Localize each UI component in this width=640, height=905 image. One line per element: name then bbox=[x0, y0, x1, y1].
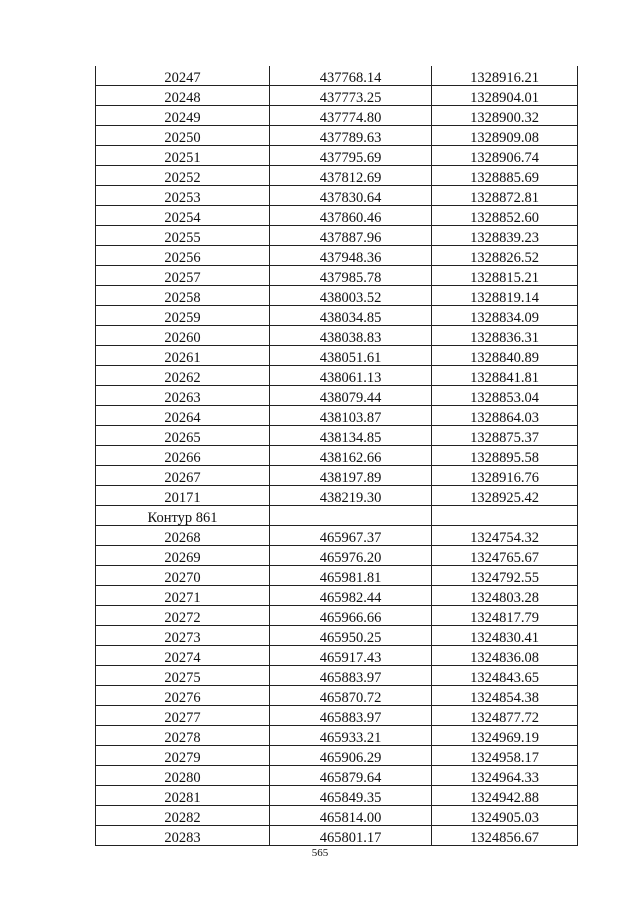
point-number-cell: 20255 bbox=[96, 226, 270, 246]
table-row bbox=[96, 606, 578, 626]
table-row bbox=[96, 286, 578, 306]
y-coordinate-cell: 1324905.03 bbox=[432, 806, 578, 826]
x-coordinate-cell: 465966.66 bbox=[270, 606, 432, 626]
x-coordinate-cell: 437774.80 bbox=[270, 106, 432, 126]
contour-label-cell: Контур 861 bbox=[96, 506, 270, 526]
x-coordinate-cell: 465883.97 bbox=[270, 706, 432, 726]
x-coordinate-cell: 437887.96 bbox=[270, 226, 432, 246]
table-row bbox=[96, 506, 578, 526]
point-number-cell: 20247 bbox=[96, 66, 270, 86]
table-row bbox=[96, 806, 578, 826]
table-row bbox=[96, 86, 578, 106]
table-row bbox=[96, 566, 578, 586]
x-coordinate-cell: 438134.85 bbox=[270, 426, 432, 446]
x-coordinate-cell: 465981.81 bbox=[270, 566, 432, 586]
point-number-cell: 20249 bbox=[96, 106, 270, 126]
table-row bbox=[96, 526, 578, 546]
point-number-cell: 20276 bbox=[96, 686, 270, 706]
y-coordinate-cell: 1328916.76 bbox=[432, 466, 578, 486]
coordinates-table-body bbox=[96, 66, 578, 846]
point-number-cell: 20273 bbox=[96, 626, 270, 646]
y-coordinate-cell: 1328895.58 bbox=[432, 446, 578, 466]
y-coordinate-cell: 1328826.52 bbox=[432, 246, 578, 266]
point-number-cell: 20256 bbox=[96, 246, 270, 266]
coordinates-table bbox=[95, 66, 578, 846]
table-row bbox=[96, 346, 578, 366]
x-coordinate-cell: 437773.25 bbox=[270, 86, 432, 106]
y-coordinate-cell: 1324792.55 bbox=[432, 566, 578, 586]
table-row bbox=[96, 326, 578, 346]
y-coordinate-cell: 1328864.03 bbox=[432, 406, 578, 426]
x-coordinate-cell: 465814.00 bbox=[270, 806, 432, 826]
y-coordinate-cell: 1324964.33 bbox=[432, 766, 578, 786]
point-number-cell: 20250 bbox=[96, 126, 270, 146]
x-coordinate-cell: 438103.87 bbox=[270, 406, 432, 426]
x-coordinate-cell: 438079.44 bbox=[270, 386, 432, 406]
table-row bbox=[96, 106, 578, 126]
x-coordinate-cell: 438061.13 bbox=[270, 366, 432, 386]
point-number-cell: 20171 bbox=[96, 486, 270, 506]
x-coordinate-cell: 438051.61 bbox=[270, 346, 432, 366]
x-coordinate-cell: 465801.17 bbox=[270, 826, 432, 846]
point-number-cell: 20262 bbox=[96, 366, 270, 386]
y-coordinate-cell: 1328916.21 bbox=[432, 66, 578, 86]
x-coordinate-cell: 438034.85 bbox=[270, 306, 432, 326]
point-number-cell: 20261 bbox=[96, 346, 270, 366]
y-coordinate-cell: 1328839.23 bbox=[432, 226, 578, 246]
table-row bbox=[96, 786, 578, 806]
x-coordinate-cell: 465879.64 bbox=[270, 766, 432, 786]
x-coordinate-cell: 465917.43 bbox=[270, 646, 432, 666]
x-coordinate-cell: 465870.72 bbox=[270, 686, 432, 706]
x-coordinate-cell: 438038.83 bbox=[270, 326, 432, 346]
x-coordinate-cell: 465976.20 bbox=[270, 546, 432, 566]
x-coordinate-cell: 438003.52 bbox=[270, 286, 432, 306]
y-coordinate-cell: 1328925.42 bbox=[432, 486, 578, 506]
point-number-cell: 20277 bbox=[96, 706, 270, 726]
y-coordinate-cell: 1324830.41 bbox=[432, 626, 578, 646]
table-row bbox=[96, 126, 578, 146]
point-number-cell: 20248 bbox=[96, 86, 270, 106]
x-coordinate-cell: 465950.25 bbox=[270, 626, 432, 646]
x-coordinate-cell: 465906.29 bbox=[270, 746, 432, 766]
table-row bbox=[96, 406, 578, 426]
y-coordinate-cell: 1324856.67 bbox=[432, 826, 578, 846]
x-coordinate-cell: 465933.21 bbox=[270, 726, 432, 746]
table-row bbox=[96, 66, 578, 86]
y-coordinate-cell: 1324754.32 bbox=[432, 526, 578, 546]
y-coordinate-cell: 1328875.37 bbox=[432, 426, 578, 446]
y-coordinate-cell: 1324969.19 bbox=[432, 726, 578, 746]
point-number-cell: 20260 bbox=[96, 326, 270, 346]
y-coordinate-cell: 1324942.88 bbox=[432, 786, 578, 806]
y-coordinate-cell: 1328834.09 bbox=[432, 306, 578, 326]
table-row bbox=[96, 486, 578, 506]
page-number: 565 bbox=[311, 847, 329, 859]
x-coordinate-cell: 437789.63 bbox=[270, 126, 432, 146]
table-row bbox=[96, 666, 578, 686]
y-coordinate-cell: 1328872.81 bbox=[432, 186, 578, 206]
point-number-cell: 20270 bbox=[96, 566, 270, 586]
table-row bbox=[96, 446, 578, 466]
y-coordinate-cell: 1328840.89 bbox=[432, 346, 578, 366]
y-coordinate-cell: 1328852.60 bbox=[432, 206, 578, 226]
point-number-cell: 20268 bbox=[96, 526, 270, 546]
x-coordinate-cell: 438219.30 bbox=[270, 486, 432, 506]
y-coordinate-cell: 1328885.69 bbox=[432, 166, 578, 186]
table-row bbox=[96, 826, 578, 846]
x-coordinate-cell: 437985.78 bbox=[270, 266, 432, 286]
y-coordinate-cell: 1324765.67 bbox=[432, 546, 578, 566]
y-coordinate-cell: 1328906.74 bbox=[432, 146, 578, 166]
point-number-cell: 20272 bbox=[96, 606, 270, 626]
point-number-cell: 20282 bbox=[96, 806, 270, 826]
y-coordinate-cell: 1328853.04 bbox=[432, 386, 578, 406]
point-number-cell: 20265 bbox=[96, 426, 270, 446]
point-number-cell: 20253 bbox=[96, 186, 270, 206]
table-row bbox=[96, 266, 578, 286]
y-coordinate-cell: 1324958.17 bbox=[432, 746, 578, 766]
y-coordinate-cell: 1328900.32 bbox=[432, 106, 578, 126]
point-number-cell: 20278 bbox=[96, 726, 270, 746]
table-row bbox=[96, 186, 578, 206]
x-coordinate-cell: 438197.89 bbox=[270, 466, 432, 486]
table-row bbox=[96, 146, 578, 166]
point-number-cell: 20252 bbox=[96, 166, 270, 186]
y-coordinate-cell: 1324817.79 bbox=[432, 606, 578, 626]
table-row bbox=[96, 386, 578, 406]
table-row bbox=[96, 206, 578, 226]
point-number-cell: 20263 bbox=[96, 386, 270, 406]
table-row bbox=[96, 366, 578, 386]
point-number-cell: 20257 bbox=[96, 266, 270, 286]
table-row bbox=[96, 626, 578, 646]
table-row bbox=[96, 646, 578, 666]
table-row bbox=[96, 706, 578, 726]
point-number-cell: 20279 bbox=[96, 746, 270, 766]
table-row bbox=[96, 246, 578, 266]
table-row bbox=[96, 586, 578, 606]
y-coordinate-cell: 1328815.21 bbox=[432, 266, 578, 286]
y-coordinate-cell bbox=[432, 506, 578, 526]
y-coordinate-cell: 1328836.31 bbox=[432, 326, 578, 346]
y-coordinate-cell: 1328904.01 bbox=[432, 86, 578, 106]
table-row bbox=[96, 466, 578, 486]
point-number-cell: 20251 bbox=[96, 146, 270, 166]
y-coordinate-cell: 1324803.28 bbox=[432, 586, 578, 606]
table-row bbox=[96, 426, 578, 446]
y-coordinate-cell: 1328909.08 bbox=[432, 126, 578, 146]
x-coordinate-cell: 437830.64 bbox=[270, 186, 432, 206]
x-coordinate-cell bbox=[270, 506, 432, 526]
table-row bbox=[96, 746, 578, 766]
point-number-cell: 20274 bbox=[96, 646, 270, 666]
point-number-cell: 20271 bbox=[96, 586, 270, 606]
table-row bbox=[96, 726, 578, 746]
x-coordinate-cell: 437795.69 bbox=[270, 146, 432, 166]
x-coordinate-cell: 465883.97 bbox=[270, 666, 432, 686]
y-coordinate-cell: 1324877.72 bbox=[432, 706, 578, 726]
y-coordinate-cell: 1324836.08 bbox=[432, 646, 578, 666]
point-number-cell: 20283 bbox=[96, 826, 270, 846]
point-number-cell: 20269 bbox=[96, 546, 270, 566]
x-coordinate-cell: 465967.37 bbox=[270, 526, 432, 546]
point-number-cell: 20281 bbox=[96, 786, 270, 806]
table-row bbox=[96, 166, 578, 186]
table-row bbox=[96, 306, 578, 326]
point-number-cell: 20275 bbox=[96, 666, 270, 686]
point-number-cell: 20264 bbox=[96, 406, 270, 426]
table-row bbox=[96, 686, 578, 706]
table-row bbox=[96, 766, 578, 786]
point-number-cell: 20267 bbox=[96, 466, 270, 486]
point-number-cell: 20280 bbox=[96, 766, 270, 786]
point-number-cell: 20254 bbox=[96, 206, 270, 226]
x-coordinate-cell: 437948.36 bbox=[270, 246, 432, 266]
point-number-cell: 20259 bbox=[96, 306, 270, 326]
x-coordinate-cell: 465849.35 bbox=[270, 786, 432, 806]
x-coordinate-cell: 437860.46 bbox=[270, 206, 432, 226]
x-coordinate-cell: 437812.69 bbox=[270, 166, 432, 186]
y-coordinate-cell: 1328841.81 bbox=[432, 366, 578, 386]
point-number-cell: 20266 bbox=[96, 446, 270, 466]
table-row bbox=[96, 226, 578, 246]
x-coordinate-cell: 438162.66 bbox=[270, 446, 432, 466]
point-number-cell: 20258 bbox=[96, 286, 270, 306]
x-coordinate-cell: 437768.14 bbox=[270, 66, 432, 86]
y-coordinate-cell: 1324843.65 bbox=[432, 666, 578, 686]
x-coordinate-cell: 465982.44 bbox=[270, 586, 432, 606]
y-coordinate-cell: 1324854.38 bbox=[432, 686, 578, 706]
y-coordinate-cell: 1328819.14 bbox=[432, 286, 578, 306]
table-row bbox=[96, 546, 578, 566]
